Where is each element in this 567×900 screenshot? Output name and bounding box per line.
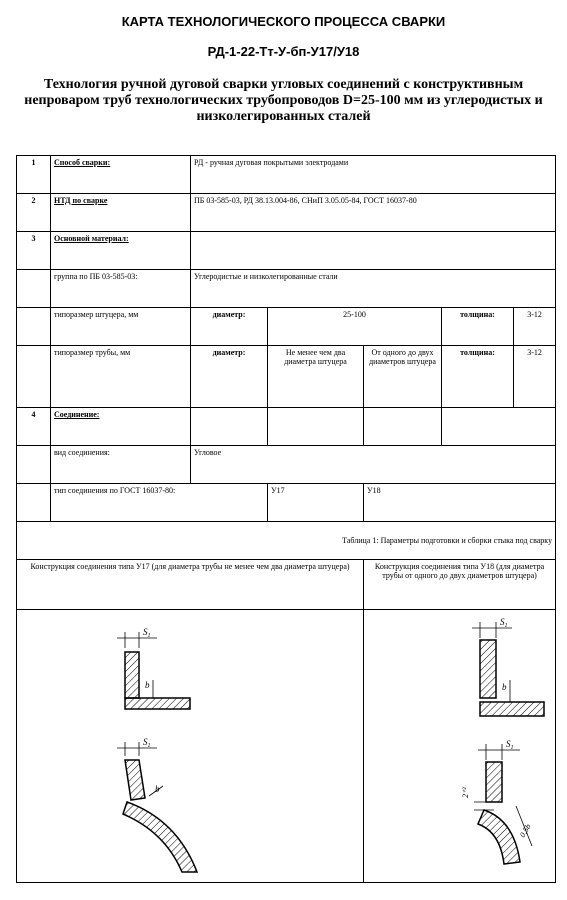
row-table-caption (17, 522, 556, 560)
row-number: 1 (17, 156, 51, 194)
base-material-label: Основной материал: (51, 232, 191, 270)
row-fitting-size (17, 308, 556, 346)
row-base-material (17, 232, 556, 270)
row-joint-kind (17, 446, 556, 484)
joint-kind-value: Угловое (191, 446, 556, 484)
pipe-diameter-option-1: Не менее чем два диаметра штуцера (268, 346, 364, 408)
fitting-size-label: типоразмер штуцера, мм (51, 308, 191, 346)
empty-cell (268, 408, 364, 446)
u18-curved-joint (461, 739, 533, 864)
empty-cell (442, 408, 556, 446)
row-joint-type (17, 484, 556, 522)
pipe-diameter-option-2: От одного до двух диаметров штуцера (364, 346, 442, 408)
row-material-group (17, 270, 556, 308)
empty-cell (191, 408, 268, 446)
table-caption: Таблица 1: Параметры подготовки и сборки стыка под сварку (17, 522, 556, 560)
row-welding-method (17, 156, 556, 194)
empty-cell (17, 346, 51, 408)
pipe-size-label: типоразмер трубы, мм (51, 346, 191, 408)
joint-type-u18: У18 (364, 484, 556, 522)
fitting-thickness-value: 3-12 (514, 308, 556, 346)
row-construction-titles (17, 560, 556, 610)
s1-label: $S_1$ (506, 739, 514, 751)
ntd-value: ПБ 03-585-03, РД 38.13.004-86, СНиП 3.05.05-84, ГОСТ 16037-80 (191, 194, 556, 232)
u18-flat-joint (472, 617, 544, 716)
construction-u17-title: Конструкция соединения типа У17 (для диаметра трубы не менее чем два диаметра штуцера) (17, 560, 364, 610)
document-code: РД-1-22-Тт-У-бп-У17/У18 (207, 44, 360, 59)
document-title: КАРТА ТЕХНОЛОГИЧЕСКОГО ПРОЦЕССА СВАРКИ (121, 14, 446, 29)
b-label: b (145, 680, 150, 690)
fitting-thickness-label: толщина: (442, 308, 514, 346)
joint-kind-label: вид соединения: (51, 446, 191, 484)
drawing-u18-cell (364, 610, 556, 883)
row-pipe-size (17, 346, 556, 408)
gap-label: 2⁺² (461, 787, 470, 798)
empty-cell (17, 446, 51, 484)
fitting-diameter-value: 25-100 (268, 308, 442, 346)
angle-label: 0,5b (517, 822, 533, 839)
row-ntd (17, 194, 556, 232)
b-label: b (155, 784, 160, 794)
material-group-value: Углеродистые и низколегированные стали (191, 270, 556, 308)
joint-type-u17: У17 (268, 484, 364, 522)
document-subtitle: Технология ручной дуговой сварки угловых соединений с конструктивным непроваром труб технологических трубопроводов D=25-100 мм из углеродистых и низколегированных сталей (24, 77, 543, 124)
row-number: 4 (17, 408, 51, 446)
empty-cell (17, 484, 51, 522)
construction-u18-title: Конструкция соединения типа У18 (для диаметра трубы от одного до двух диаметров штуцера) (364, 560, 556, 610)
row-joint (17, 408, 556, 446)
joint-type-label: тип соединения по ГОСТ 16037-80: (51, 484, 268, 522)
welding-method-value: РД - ручная дуговая покрытыми электродами (191, 156, 556, 194)
empty-cell (17, 308, 51, 346)
row-number: 2 (17, 194, 51, 232)
pipe-diameter-label: диаметр: (191, 346, 268, 408)
empty-cell (17, 270, 51, 308)
empty-cell (364, 408, 442, 446)
fitting-diameter-label: диаметр: (191, 308, 268, 346)
b-label: b (502, 682, 507, 692)
row-construction-drawings (17, 610, 556, 883)
u17-curved-joint (117, 737, 197, 872)
drawing-u17 (17, 610, 285, 880)
process-card-table (16, 155, 556, 883)
s1-label: $S_1$ (500, 617, 508, 629)
empty-cell (191, 232, 556, 270)
drawing-u17-cell (17, 610, 364, 883)
ntd-label: НТД по сварке (51, 194, 191, 232)
u17-flat-joint (117, 627, 190, 709)
pipe-thickness-value: 3-12 (514, 346, 556, 408)
drawing-u18 (364, 610, 567, 880)
welding-method-label: Способ сварки: (51, 156, 191, 194)
s1-label: $S_1$ (143, 737, 151, 749)
row-number: 3 (17, 232, 51, 270)
pipe-thickness-label: толщина: (442, 346, 514, 408)
s1-label: $S_1$ (143, 627, 151, 639)
material-group-label: группа по ПБ 03-585-03: (51, 270, 191, 308)
joint-label: Соединение: (51, 408, 191, 446)
